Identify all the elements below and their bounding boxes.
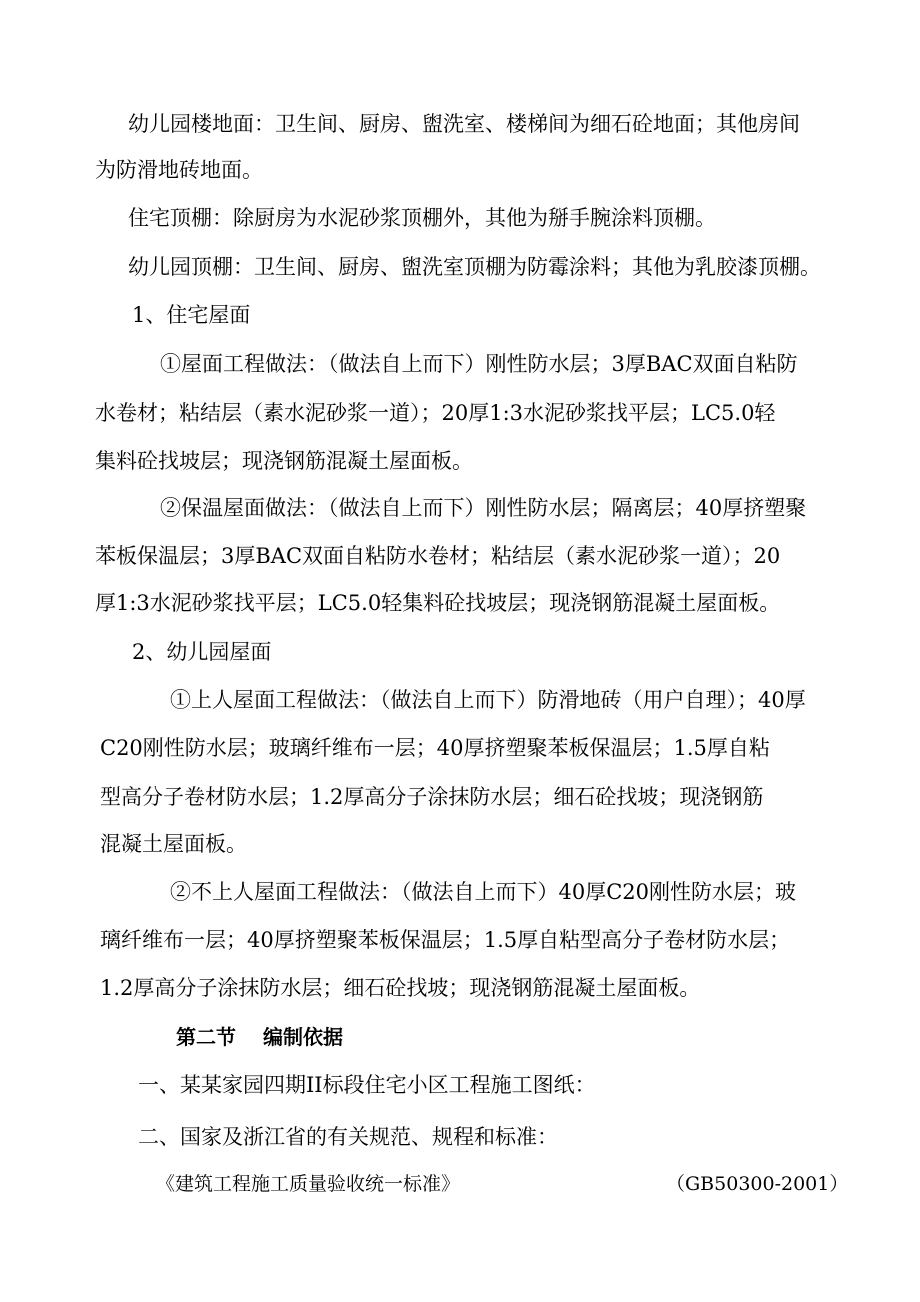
text-line: 厚1:3水泥砂浆找平层；LC5.0轻集料砼找坡层；现浇钢筋混凝土屋面板。	[95, 591, 781, 615]
basis-item: 一、某某家园四期II标段住宅小区工程施工图纸：	[138, 1073, 596, 1097]
text-line: 璃纤维布一层；40厚挤塑聚苯板保温层；1.5厚自粘型高分子卷材防水层；	[100, 928, 791, 952]
text-line: ①上人屋面工程做法：（做法自上而下）防滑地砖（用户自理）；40厚	[170, 688, 806, 712]
basis-item: 二、国家及浙江省的有关规范、规程和标准：	[138, 1125, 558, 1149]
text-line: 1.2厚高分子涂抹防水层；细石砼找坡；现浇钢筋混凝土屋面板。	[100, 976, 701, 1000]
text-line: 集料砼找坡层；现浇钢筋混凝土屋面板。	[95, 449, 473, 473]
text-line: 水卷材；粘结层（素水泥砂浆一道）；20厚1:3水泥砂浆找平层；LC5.0轻	[95, 401, 776, 425]
text-line: 苯板保温层；3厚BAC双面自粘防水卷材；粘结层（素水泥砂浆一道）；20	[95, 544, 781, 568]
text-line: 住宅顶棚：除厨房为水泥砂浆顶棚外，其他为掰手腕涂料顶棚。	[128, 206, 716, 230]
section-heading: 第二节 编制依据	[176, 1025, 343, 1049]
text-line: ①屋面工程做法：（做法自上而下）刚性防水层；3厚BAC双面自粘防	[160, 352, 798, 376]
text-line: 幼儿园顶棚：卫生间、厨房、盥洗室顶棚为防霉涂料；其他为乳胶漆顶棚。	[128, 255, 821, 279]
text-line: 幼儿园楼地面：卫生间、厨房、盥洗室、楼梯间为细石砼地面；其他房间	[128, 112, 800, 136]
text-line: ②保温屋面做法：（做法自上而下）刚性防水层；隔离层；40厚挤塑聚	[160, 496, 807, 520]
text-line: 型高分子卷材防水层；1.2厚高分子涂抹防水层；细石砼找坡；现浇钢筋	[100, 785, 764, 809]
reference-title: 《建筑工程施工质量验收统一标准》	[156, 1173, 461, 1195]
text-line: ②不上人屋面工程做法：（做法自上而下）40厚C20刚性防水层；玻	[170, 880, 797, 904]
text-line: C20刚性防水层；玻璃纤维布一层；40厚挤塑聚苯板保温层；1.5厚自粘	[100, 736, 770, 760]
text-line: 2、幼儿园屋面	[132, 640, 272, 664]
reference-code: （GB50300-2001）	[666, 1173, 849, 1195]
text-line: 为防滑地砖地面。	[95, 158, 263, 182]
text-line: 混凝土屋面板。	[100, 832, 247, 856]
text-line: 1、住宅屋面	[132, 303, 251, 327]
